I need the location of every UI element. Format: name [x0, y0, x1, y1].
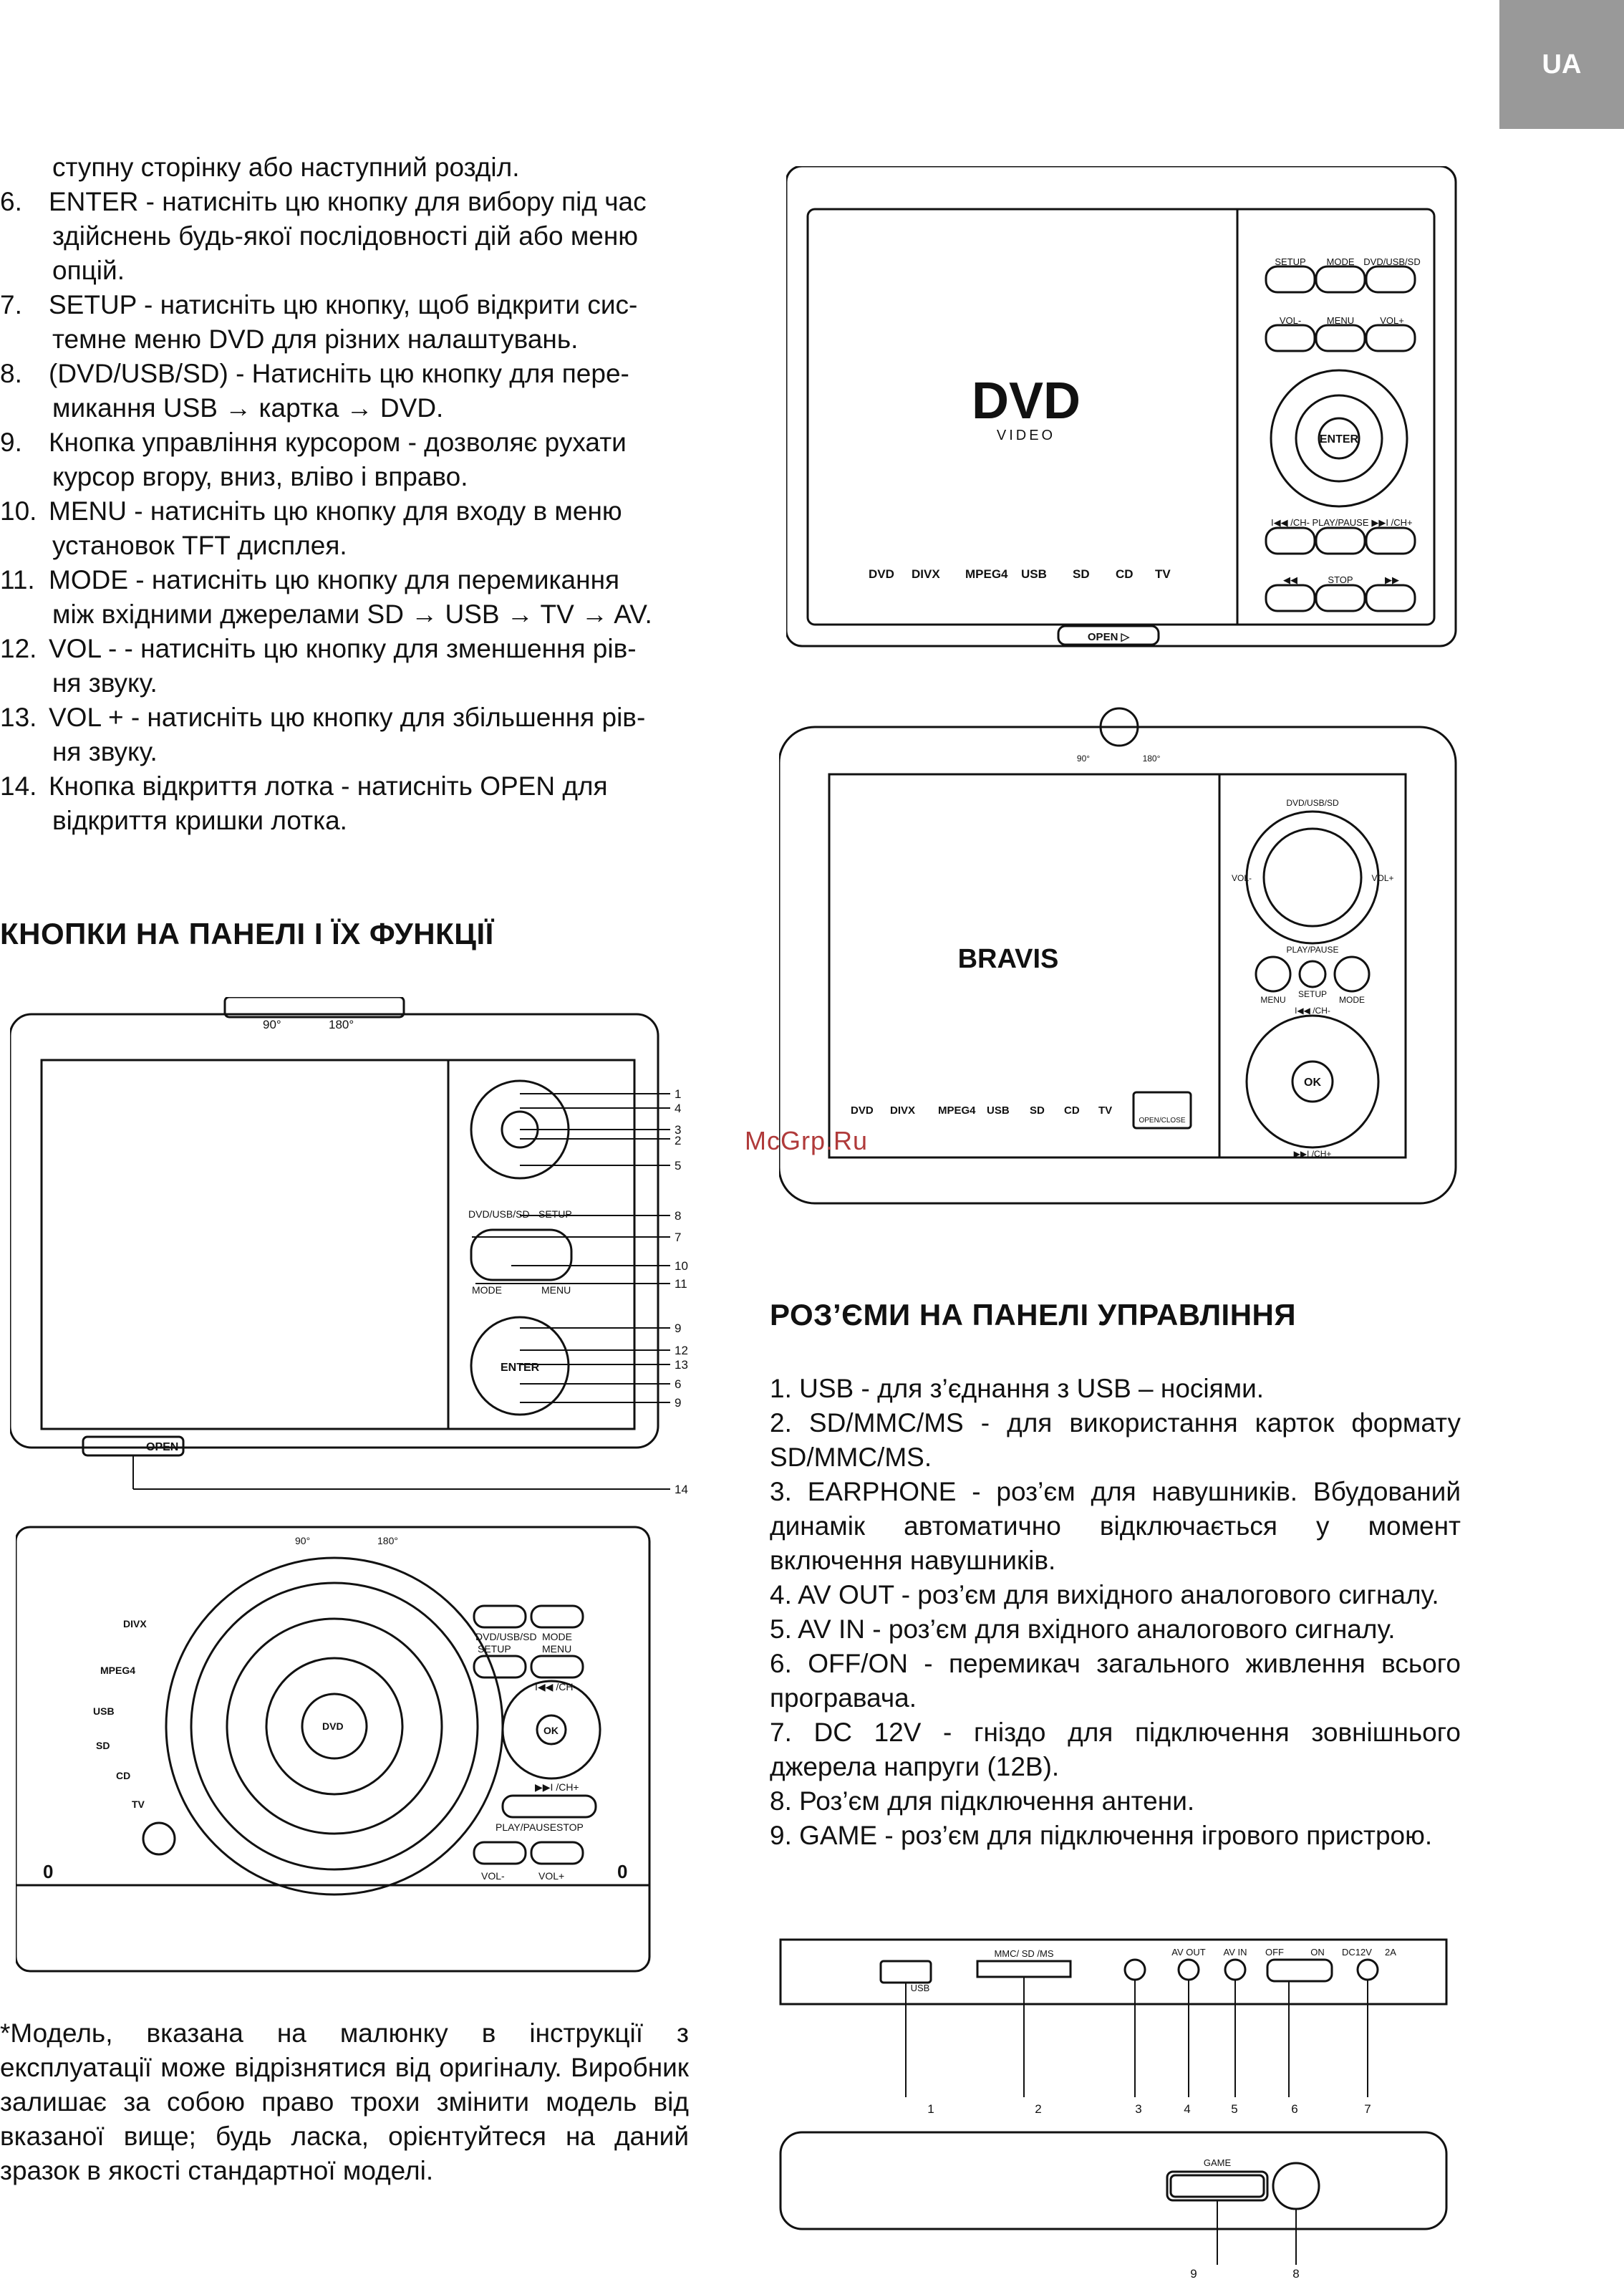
figure-side-connectors: [773, 1925, 1461, 2119]
function-item-continuation: ступну сторінку або наступний розділ.: [52, 153, 520, 182]
callout-1: 1: [675, 1087, 682, 1101]
fig5-dc12v-label: DC12V: [1342, 1947, 1372, 1958]
fig2-prev-label: I◀◀ /CH-: [1295, 1006, 1330, 1016]
fig5-num-1: 1: [927, 2102, 934, 2116]
callout-10: 10: [675, 1259, 688, 1273]
callout-14: 14: [675, 1483, 688, 1496]
function-item-text: (DVD/USB/SD) - Натисніть цю кнопку для пере-: [49, 359, 629, 388]
figure-player-bravis-panel: [779, 706, 1459, 1221]
buttons-heading: КНОПКИ НА ПАНЕЛІ І ЇХ ФУНКЦІЇ: [0, 917, 494, 950]
fig5-num-3: 3: [1135, 2102, 1142, 2116]
function-item-number: 11.: [0, 565, 35, 594]
fig2-mpeg4-badge: MPEG4: [938, 1104, 976, 1117]
callout-13: 13: [675, 1358, 688, 1372]
fig6-game-label: GAME: [1203, 2157, 1232, 2168]
fig5-mmc-sd-ms-label: MMC/ SD /MS: [994, 1948, 1054, 1959]
fig2-ok-label: OK: [1304, 1077, 1321, 1089]
fig4-vol-plus-label: VOL+: [538, 1870, 565, 1882]
model-footnote: *Модель, вказана на малюнку в інструкції з експлуатації може відрізнятися від оригіналу. Виробник залишає за собою право трохи змінити модель від вказаної вище; будь ласка, орієнтуйтеся на даний зразок в якості стандартної моделі.: [0, 2018, 689, 2185]
fig1-video-logo: VIDEO: [996, 428, 1056, 443]
function-item-number: 8.: [0, 359, 22, 388]
callout-12: 12: [675, 1344, 688, 1357]
fig4-menu-label: MENU: [542, 1643, 572, 1655]
fig2-cd-badge: CD: [1064, 1104, 1080, 1117]
fig4-dvd-usb-sd-label: DVD/USB/SD: [475, 1631, 537, 1642]
fig4-zero-right: 0: [617, 1861, 628, 1882]
fig2-menu-label: MENU: [1260, 995, 1286, 1005]
fig4-mpeg4-badge: MPEG4: [100, 1665, 136, 1676]
fig3-enter-label: ENTER: [501, 1362, 540, 1374]
callout-5: 5: [675, 1159, 682, 1173]
callout-6: 6: [675, 1377, 682, 1391]
fig4-play-pause-label: PLAY/PAUSE: [496, 1821, 557, 1833]
figure-player-top-callouts: [10, 997, 697, 1498]
fig4-next-label: ▶▶I /CH+: [535, 1781, 579, 1793]
function-item: [0, 494, 689, 529]
fig4-prev-label: I◀◀ /CH-: [535, 1681, 577, 1693]
fig1-vol-minus-label: VOL-: [1279, 315, 1302, 326]
fig2-next-label: ▶▶I /CH+: [1293, 1149, 1332, 1159]
connector-item: 6. OFF/ON - перемикач загального живлення всього програвача.: [770, 1649, 1461, 1713]
function-item-continuation: ня звуку.: [52, 737, 158, 766]
callout-2: 2: [675, 1134, 682, 1147]
connector-item: 8. Роз’єм для підключення антени.: [770, 1786, 1195, 1816]
function-item-text: Кнопка відкриття лотка - натисніть OPEN для: [49, 771, 608, 801]
connector-item: 4. AV OUT - роз’єм для вихідного аналогового сигналу.: [770, 1580, 1439, 1609]
watermark: McGrp.Ru: [745, 1126, 869, 1155]
callout-8: 8: [675, 1209, 682, 1223]
fig1-ffw-label: ▶▶: [1385, 574, 1399, 585]
fig1-sd-badge: SD: [1073, 567, 1090, 581]
function-item-number: 9.: [0, 428, 22, 457]
figure-player-open-panel: [786, 166, 1459, 668]
fig2-open-close-label: OPEN/CLOSE: [1139, 1117, 1186, 1125]
function-item-continuation: установок TFT дисплея.: [52, 531, 347, 560]
fig5-on-label: ON: [1310, 1947, 1325, 1958]
fig4-angle-90: 90°: [295, 1535, 311, 1546]
function-item-number: 6.: [0, 187, 22, 216]
function-item-number: 7.: [0, 290, 22, 319]
figure-game-antenna-side: [773, 2122, 1461, 2282]
fig5-2a-label: 2A: [1385, 1947, 1396, 1958]
fig5-num-7: 7: [1364, 2102, 1371, 2116]
fig2-sd-badge: SD: [1030, 1104, 1045, 1117]
fig4-angle-180: 180°: [377, 1535, 398, 1546]
fig4-mode-label: MODE: [542, 1631, 572, 1642]
function-item-continuation: опцій.: [52, 256, 125, 285]
fig5-num-5: 5: [1231, 2102, 1238, 2116]
fig4-dvd-logo: DVD: [322, 1720, 344, 1732]
fig5-num-6: 6: [1291, 2102, 1298, 2116]
figure-player-disc-view: [16, 1513, 653, 1993]
connector-item: 1. USB - для з’єднання з USB – носіями.: [770, 1374, 1265, 1403]
fig2-play-pause-label: PLAY/PAUSE: [1286, 945, 1339, 955]
function-item-text: ENTER - натисніть цю кнопку для вибору під час: [49, 187, 647, 216]
fig2-dvd-usb-sd-label: DVD/USB/SD: [1286, 798, 1339, 808]
fig1-usb-badge: USB: [1021, 567, 1047, 581]
function-item-continuation: микання USB → картка → DVD.: [52, 393, 444, 423]
fig1-next-label: ▶▶I /CH+: [1371, 517, 1413, 528]
fig2-divx-badge: DIVX: [890, 1104, 916, 1117]
fig2-vol-plus-label: VOL+: [1371, 873, 1394, 883]
fig1-prev-label: I◀◀ /CH-: [1271, 517, 1310, 528]
function-item: [0, 288, 689, 322]
fig2-brand-logo: BRAVIS: [957, 944, 1059, 974]
fig4-sd-badge: SD: [96, 1740, 110, 1751]
fig5-num-2: 2: [1035, 2102, 1042, 2116]
fig2-vol-minus-label: VOL-: [1231, 873, 1252, 883]
fig1-tv-badge: TV: [1155, 567, 1171, 581]
fig3-mode-label: MODE: [472, 1284, 502, 1296]
callout-7: 7: [675, 1231, 682, 1244]
fig1-menu-label: MENU: [1326, 315, 1355, 326]
function-item-number: 13.: [0, 703, 37, 732]
fig1-setup-label: SETUP: [1275, 256, 1306, 267]
fig1-dvd-logo: DVD: [971, 372, 1081, 430]
connector-item: 5. AV IN - роз’єм для вхідного аналогового сигналу.: [770, 1614, 1396, 1644]
function-item-continuation: курсор вгору, вниз, вліво і вправо.: [52, 462, 468, 491]
function-item: [0, 185, 689, 219]
fig1-cd-badge: CD: [1116, 567, 1134, 581]
function-item-number: 10.: [0, 496, 37, 526]
callout-9-lower: 9: [675, 1396, 682, 1410]
fig2-angle-180: 180°: [1142, 754, 1161, 764]
fig1-dvd-badge: DVD: [869, 567, 894, 581]
function-item-text: MODE - натисніть цю кнопку для перемикання: [49, 565, 620, 594]
fig2-setup-label: SETUP: [1297, 989, 1328, 999]
fig2-usb-badge: USB: [987, 1104, 1010, 1117]
fig1-vol-plus-label: VOL+: [1380, 315, 1404, 326]
fig5-off-label: OFF: [1265, 1947, 1284, 1958]
fig1-play-pause-label: PLAY/PAUSE: [1312, 517, 1369, 528]
fig3-menu-label: MENU: [541, 1284, 571, 1296]
connector-item: 7. DC 12V - гніздо для підключення зовнішнього джерела напруги (12В).: [770, 1718, 1461, 1781]
function-item-number: 14.: [0, 771, 37, 801]
fig4-tv-badge: TV: [132, 1799, 145, 1810]
fig1-stop-label: STOP: [1328, 574, 1353, 585]
fig4-ok-label: OK: [543, 1725, 559, 1736]
connector-list: [770, 1372, 1461, 1853]
function-item-number: 12.: [0, 634, 37, 663]
fig2-angle-90: 90°: [1076, 754, 1091, 764]
fig4-cd-badge: CD: [116, 1770, 131, 1781]
callout-4: 4: [675, 1102, 682, 1115]
function-item-continuation: здійснень будь-якої послідовності дій або меню: [52, 221, 639, 251]
fig2-tv-badge: TV: [1098, 1104, 1113, 1117]
function-item-text: VOL + - натисніть цю кнопку для збільшення рів-: [49, 703, 646, 732]
function-item-continuation: темне меню DVD для різних налаштувань.: [52, 324, 579, 354]
angle-180-label: 180°: [329, 1018, 354, 1031]
function-item: [0, 701, 689, 735]
fig2-mode-label: MODE: [1339, 995, 1365, 1005]
fig1-open-label: OPEN ▷: [1087, 631, 1130, 643]
fig4-divx-badge: DIVX: [123, 1618, 147, 1629]
callout-11: 11: [675, 1277, 687, 1291]
connector-item: 3. EARPHONE - роз’єм для навушників. Вбудований динамік автоматично відключається у момент включення навушників.: [770, 1477, 1461, 1575]
function-list-column: [0, 150, 689, 838]
fig4-vol-minus-label: VOL-: [481, 1870, 505, 1882]
function-item: [0, 563, 689, 597]
fig1-divx-badge: DIVX: [912, 567, 940, 581]
function-item-continuation: відкриття кришки лотка.: [52, 806, 347, 835]
fig5-usb-label: USB: [910, 1983, 930, 1993]
connectors-heading: РОЗ’ЄМИ НА ПАНЕЛІ УПРАВЛІННЯ: [770, 1298, 1297, 1332]
fig1-enter-label: ENTER: [1319, 433, 1359, 446]
fig4-stop-label: STOP: [556, 1821, 584, 1833]
function-item: [0, 357, 689, 391]
fig5-num-4: 4: [1184, 2102, 1191, 2116]
callout-3: 3: [675, 1123, 682, 1137]
callout-9-upper: 9: [675, 1321, 682, 1335]
connector-item: 9. GAME - роз’єм для підключення ігрового пристрою.: [770, 1821, 1433, 1850]
function-item: [0, 425, 689, 460]
fig2-dvd-badge: DVD: [851, 1104, 874, 1117]
fig5-av-in-label: AV IN: [1223, 1947, 1247, 1958]
function-list: [0, 150, 689, 838]
fig3-dvd-usb-sd-label: DVD/USB/SD: [468, 1208, 530, 1220]
fig1-mpeg4-badge: MPEG4: [965, 567, 1008, 581]
fig3-open-label: OPEN: [146, 1441, 179, 1453]
fig4-setup-label: SETUP: [478, 1643, 511, 1655]
angle-90-label: 90°: [263, 1018, 281, 1031]
fig1-mode-label: MODE: [1326, 256, 1355, 267]
fig1-rew-label: ◀◀: [1283, 574, 1297, 585]
fig6-num-9: 9: [1190, 2267, 1197, 2281]
function-item-continuation: між вхідними джерелами SD → USB → TV → AV.: [52, 600, 652, 629]
function-item: [0, 632, 689, 666]
function-item-continuation: ня звуку.: [52, 668, 158, 698]
connector-item: 2. SD/MMC/MS - для використання карток формату SD/MMC/MS.: [770, 1408, 1461, 1472]
function-item-text: SETUP - натисніть цю кнопку, щоб відкрити сис-: [49, 290, 638, 319]
fig1-dvd-usb-sd-label: DVD/USB/SD: [1363, 256, 1421, 267]
language-tab: UA: [1499, 0, 1624, 129]
fig5-av-out-label: AV OUT: [1171, 1947, 1206, 1958]
fig4-zero-left: 0: [43, 1861, 54, 1882]
function-item: [0, 769, 689, 804]
fig3-setup-label: SETUP: [538, 1208, 572, 1220]
fig4-usb-badge: USB: [93, 1705, 115, 1717]
function-item-text: VOL - - натисніть цю кнопку для зменшення рів-: [49, 634, 637, 663]
function-item-text: Кнопка управління курсором - дозволяє рухати: [49, 428, 627, 457]
function-item-text: MENU - натисніть цю кнопку для входу в меню: [49, 496, 622, 526]
fig6-num-8: 8: [1292, 2267, 1300, 2281]
